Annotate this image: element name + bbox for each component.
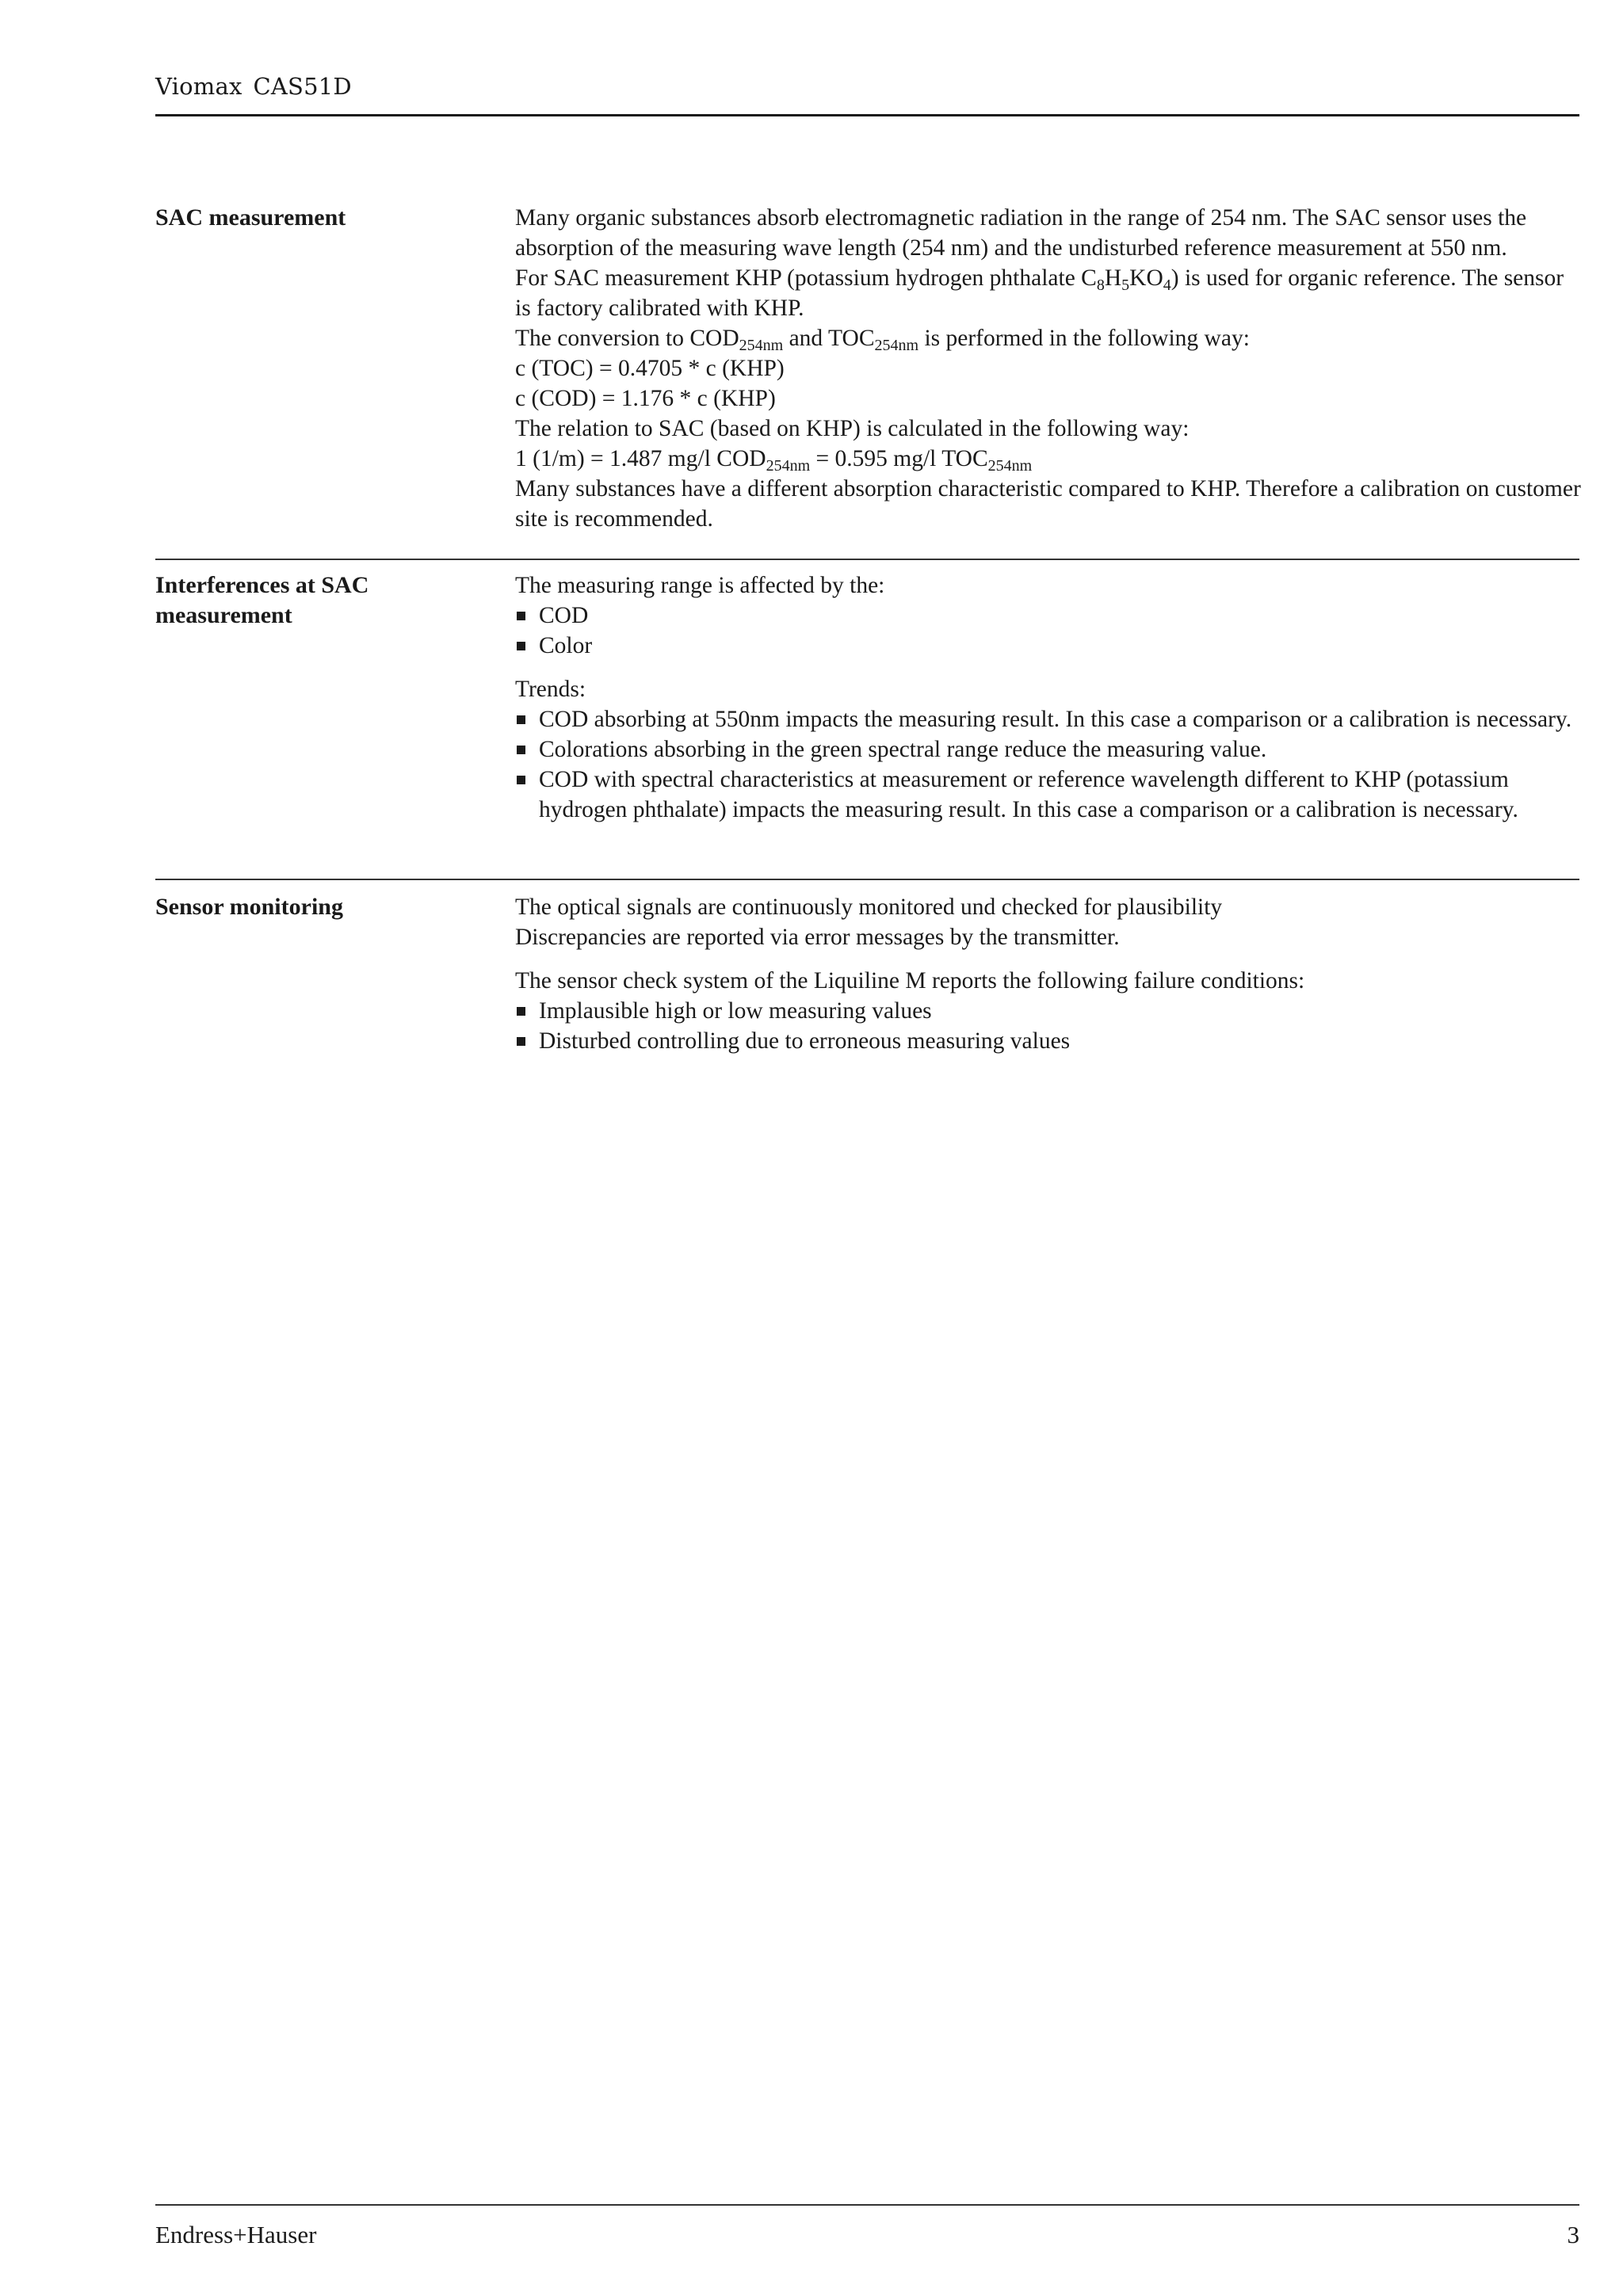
running-header	[155, 73, 352, 100]
monitoring-line-2: Discrepancies are reported via error messages by the transmitter.	[515, 925, 1120, 950]
section-body	[515, 892, 1581, 1056]
sac-equation-cod: c (COD) = 1.176 * c (KHP)	[515, 386, 776, 411]
bullet-icon	[517, 642, 525, 650]
section-sac-measurement	[155, 203, 1579, 543]
list-item: Implausible high or low measuring values	[515, 996, 1581, 1026]
list-item: Disturbed controlling due to erroneous measuring values	[515, 1026, 1581, 1056]
sac-relation-line: The relation to SAC (based on KHP) is calculated in the following way:	[515, 416, 1190, 441]
list-item: COD	[515, 601, 1581, 631]
bullet-icon	[517, 715, 525, 724]
header-model: CAS51D	[253, 73, 352, 100]
section-body	[515, 203, 1581, 534]
section-divider	[155, 559, 1579, 560]
sac-relation-equation: 1 (1/m) = 1.487 mg/l $COD_{254nm} = 0.595$ mg/l $TOC_{254nm}$	[515, 446, 1033, 475]
list-item: COD absorbing at 550nm impacts the measuring result. In this case a comparison or a calibration is necessary.	[515, 704, 1581, 734]
interferences-list	[515, 601, 1581, 661]
sac-paragraph-1: Many organic substances absorb electromagnetic radiation in the range of 254 nm. The SAC sensor uses the absorption of the measuring wave length (254 nm) and the undisturbed reference measurement at 550 nm.	[515, 205, 1527, 261]
section-title: Sensor monitoring	[155, 894, 343, 920]
section-title: SAC measurement	[155, 204, 346, 231]
bullet-icon	[517, 1037, 525, 1046]
header-product: Viomax	[155, 73, 242, 100]
list-item: Colorations absorbing in the green spectral range reduce the measuring value.	[515, 734, 1581, 765]
bullet-icon	[517, 612, 525, 620]
sac-paragraph-2: For SAC measurement KHP (potassium hydrogen phthalate $C_8H_5KO_4$) is used for organic reference. The sensor is factory calibrated with KHP.	[515, 265, 1564, 321]
failure-conditions-list	[515, 996, 1581, 1056]
interferences-intro: The measuring range is affected by the:	[515, 573, 885, 598]
section-sensor-monitoring	[155, 892, 1579, 1066]
bullet-icon	[517, 1007, 525, 1016]
section-body	[515, 570, 1581, 825]
monitoring-intro: The sensor check system of the Liquiline M reports the following failure conditions:	[515, 968, 1305, 994]
sac-equation-toc: c (TOC) = 0.4705 * c (KHP)	[515, 356, 785, 381]
footer-brand: Endress+Hauser	[155, 2221, 317, 2248]
page-number: 3	[1567, 2221, 1579, 2248]
section-interferences	[155, 570, 1579, 871]
bullet-icon	[517, 776, 525, 784]
sac-closing-paragraph: Many substances have a different absorption characteristic compared to KHP. Therefore a calibration on customer site is recommended.	[515, 476, 1581, 532]
monitoring-line-1: The optical signals are continuously monitored und checked for plausibility	[515, 894, 1223, 920]
header-rule	[155, 114, 1579, 116]
list-item: Color	[515, 631, 1581, 661]
footer-rule	[155, 2204, 1579, 2206]
trends-label: Trends:	[515, 677, 586, 702]
sac-conversion-line: The conversion to $COD_{254nm}$ and $TOC_{254nm}$ is performed in the following way:	[515, 326, 1250, 354]
list-item: COD with spectral characteristics at measurement or reference wavelength different to KHP (potassium hydrogen phthalate) impacts the measuring result. In this case a comparison or a calibration is necessary.	[515, 765, 1581, 825]
section-divider	[155, 879, 1579, 880]
bullet-icon	[517, 746, 525, 754]
trends-list	[515, 704, 1581, 825]
section-title: Interferences at SAC measurement	[155, 572, 369, 628]
